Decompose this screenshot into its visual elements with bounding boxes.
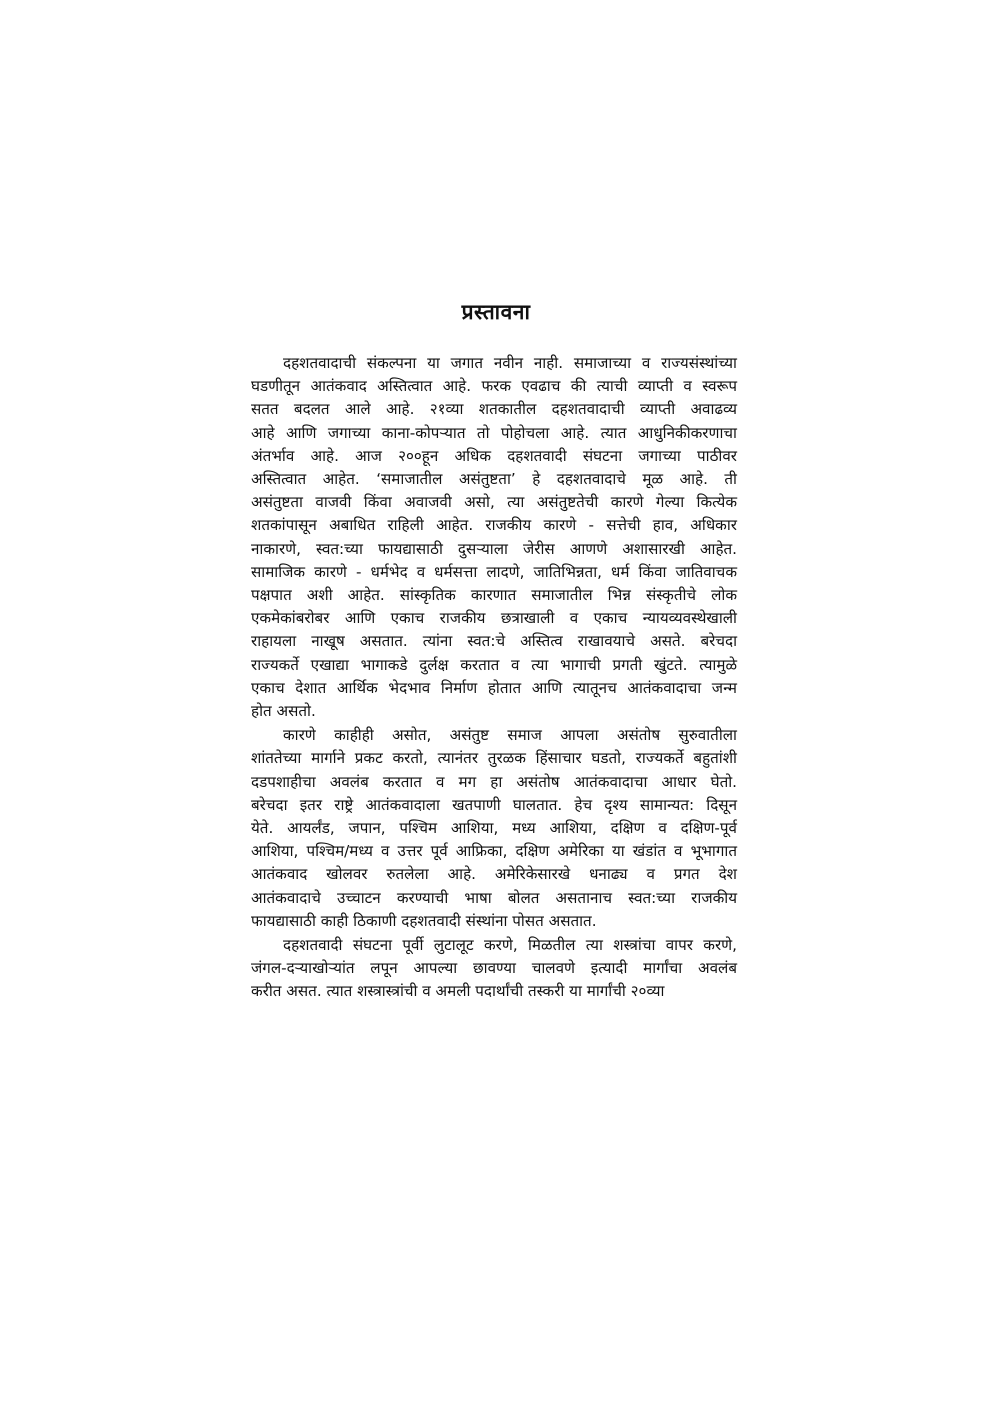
text-line: आतंकवाद खोलवर रुतलेला आहे. अमेरिकेसारखे धनाढ्य व प्रगत देश — [251, 865, 737, 884]
text-line: एकमेकांबरोबर आणि एकाच राजकीय छत्राखाली व एकाच न्यायव्यवस्थेखाली — [251, 609, 737, 628]
text-line: सामाजिक कारणे - धर्मभेद व धर्मसत्ता लादणे, जातिभिन्नता, धर्म किंवा जातिवाचक — [251, 562, 737, 581]
text-line: करीत असत. त्यात शस्त्रास्त्रांची व अमली पदार्थांची तस्करी या मार्गांची २०व्या — [251, 982, 665, 1001]
text-line: घडणीतून आतंकवाद अस्तित्वात आहे. फरक एवढाच की त्याची व्याप्ती व स्वरूप — [251, 377, 737, 396]
text-line: फायद्यासाठी काही ठिकाणी दहशतवादी संस्थांना पोसत असतात. — [251, 911, 597, 930]
text-line: येते. आयर्लंड, जपान, पश्चिम आशिया, मध्य आशिया, दक्षिण व दक्षिण-पूर्व — [251, 819, 737, 838]
paragraph — [251, 934, 737, 1004]
text-line: कारणे काहीही असोत, असंतुष्ट समाज आपला असंतोष सुरुवातीला — [283, 726, 737, 745]
text-line: आहे आणि जगाच्या काना-कोपऱ्यात तो पोहोचला आहे. त्यात आधुनिकीकरणाचा — [251, 423, 737, 442]
text-line: एकाच देशात आर्थिक भेदभाव निर्माण होतात आणि त्यातूनच आतंकवादाचा जन्म — [251, 678, 737, 697]
text-line: दहशतवादी संघटना पूर्वी लुटालूट करणे, मिळतील त्या शस्त्रांचा वापर करणे, — [283, 936, 737, 955]
text-line: दहशतवादाची संकल्पना या जगात नवीन नाही. समाजाच्या व राज्यसंस्थांच्या — [283, 354, 737, 372]
text-line: बरेचदा इतर राष्ट्रे आतंकवादाला खतपाणी घालतात. हेच दृश्य सामान्यत: दिसून — [251, 795, 737, 814]
text-line: होत असतो. — [251, 702, 316, 721]
text-line: आशिया, पश्चिम/मध्य व उत्तर पूर्व आफ्रिका, दक्षिण अमेरिका या खंडांत व भूभागात — [251, 842, 737, 861]
text-line: राज्यकर्ते एखाद्या भागाकडे दुर्लक्ष करतात व त्या भागाची प्रगती खुंटते. त्यामुळे — [251, 655, 737, 674]
text-line: सतत बदलत आले आहे. २१व्या शतकातील दहशतवादाची व्याप्ती अवाढव्य — [251, 400, 737, 419]
text-line: नाकारणे, स्वत:च्या फायद्यासाठी दुसऱ्याला जेरीस आणणे अशासारखी आहेत. — [251, 539, 737, 558]
text-line: राहायला नाखूष असतात. त्यांना स्वत:चे अस्तित्व राखावयाचे असते. बरेचदा — [251, 632, 737, 651]
text-line: शतकांपासून अबाधित राहिली आहेत. राजकीय कारणे - सत्तेची हाव, अधिकार — [251, 516, 737, 535]
text-line: आतंकवादाचे उच्चाटन करण्याची भाषा बोलत असतानाच स्वत:च्या राजकीय — [251, 888, 737, 907]
text-line: अस्तित्वात आहेत. ‘समाजातील असंतुष्टता’ हे दहशतवादाचे मूळ आहे. ती — [251, 470, 737, 489]
text-line: शांततेच्या मार्गाने प्रकट करतो, त्यानंतर तुरळक हिंसाचार घडतो, राज्यकर्ते बहुतांशी — [251, 749, 737, 768]
page-title: प्रस्तावना — [461, 300, 531, 324]
text-line: जंगल-दऱ्याखोऱ्यांत लपून आपल्या छावण्या चालवणे इत्यादी मार्गांचा अवलंब — [251, 959, 737, 978]
paragraph — [251, 352, 737, 723]
body-text — [251, 352, 737, 1004]
text-line: पक्षपात अशी आहेत. सांस्कृतिक कारणात समाजातील भिन्न संस्कृतीचे लोक — [251, 586, 737, 605]
text-line: अंतर्भाव आहे. आज २००हून अधिक दहशतवादी संघटना जगाच्या पाठीवर — [251, 446, 737, 465]
text-line: असंतुष्टता वाजवी किंवा अवाजवी असो, त्या असंतुष्टतेची कारणे गेल्या कित्येक — [251, 493, 737, 512]
paragraph — [251, 724, 737, 933]
text-line: दडपशाहीचा अवलंब करतात व मग हा असंतोष आतंकवादाचा आधार घेतो. — [251, 772, 737, 791]
